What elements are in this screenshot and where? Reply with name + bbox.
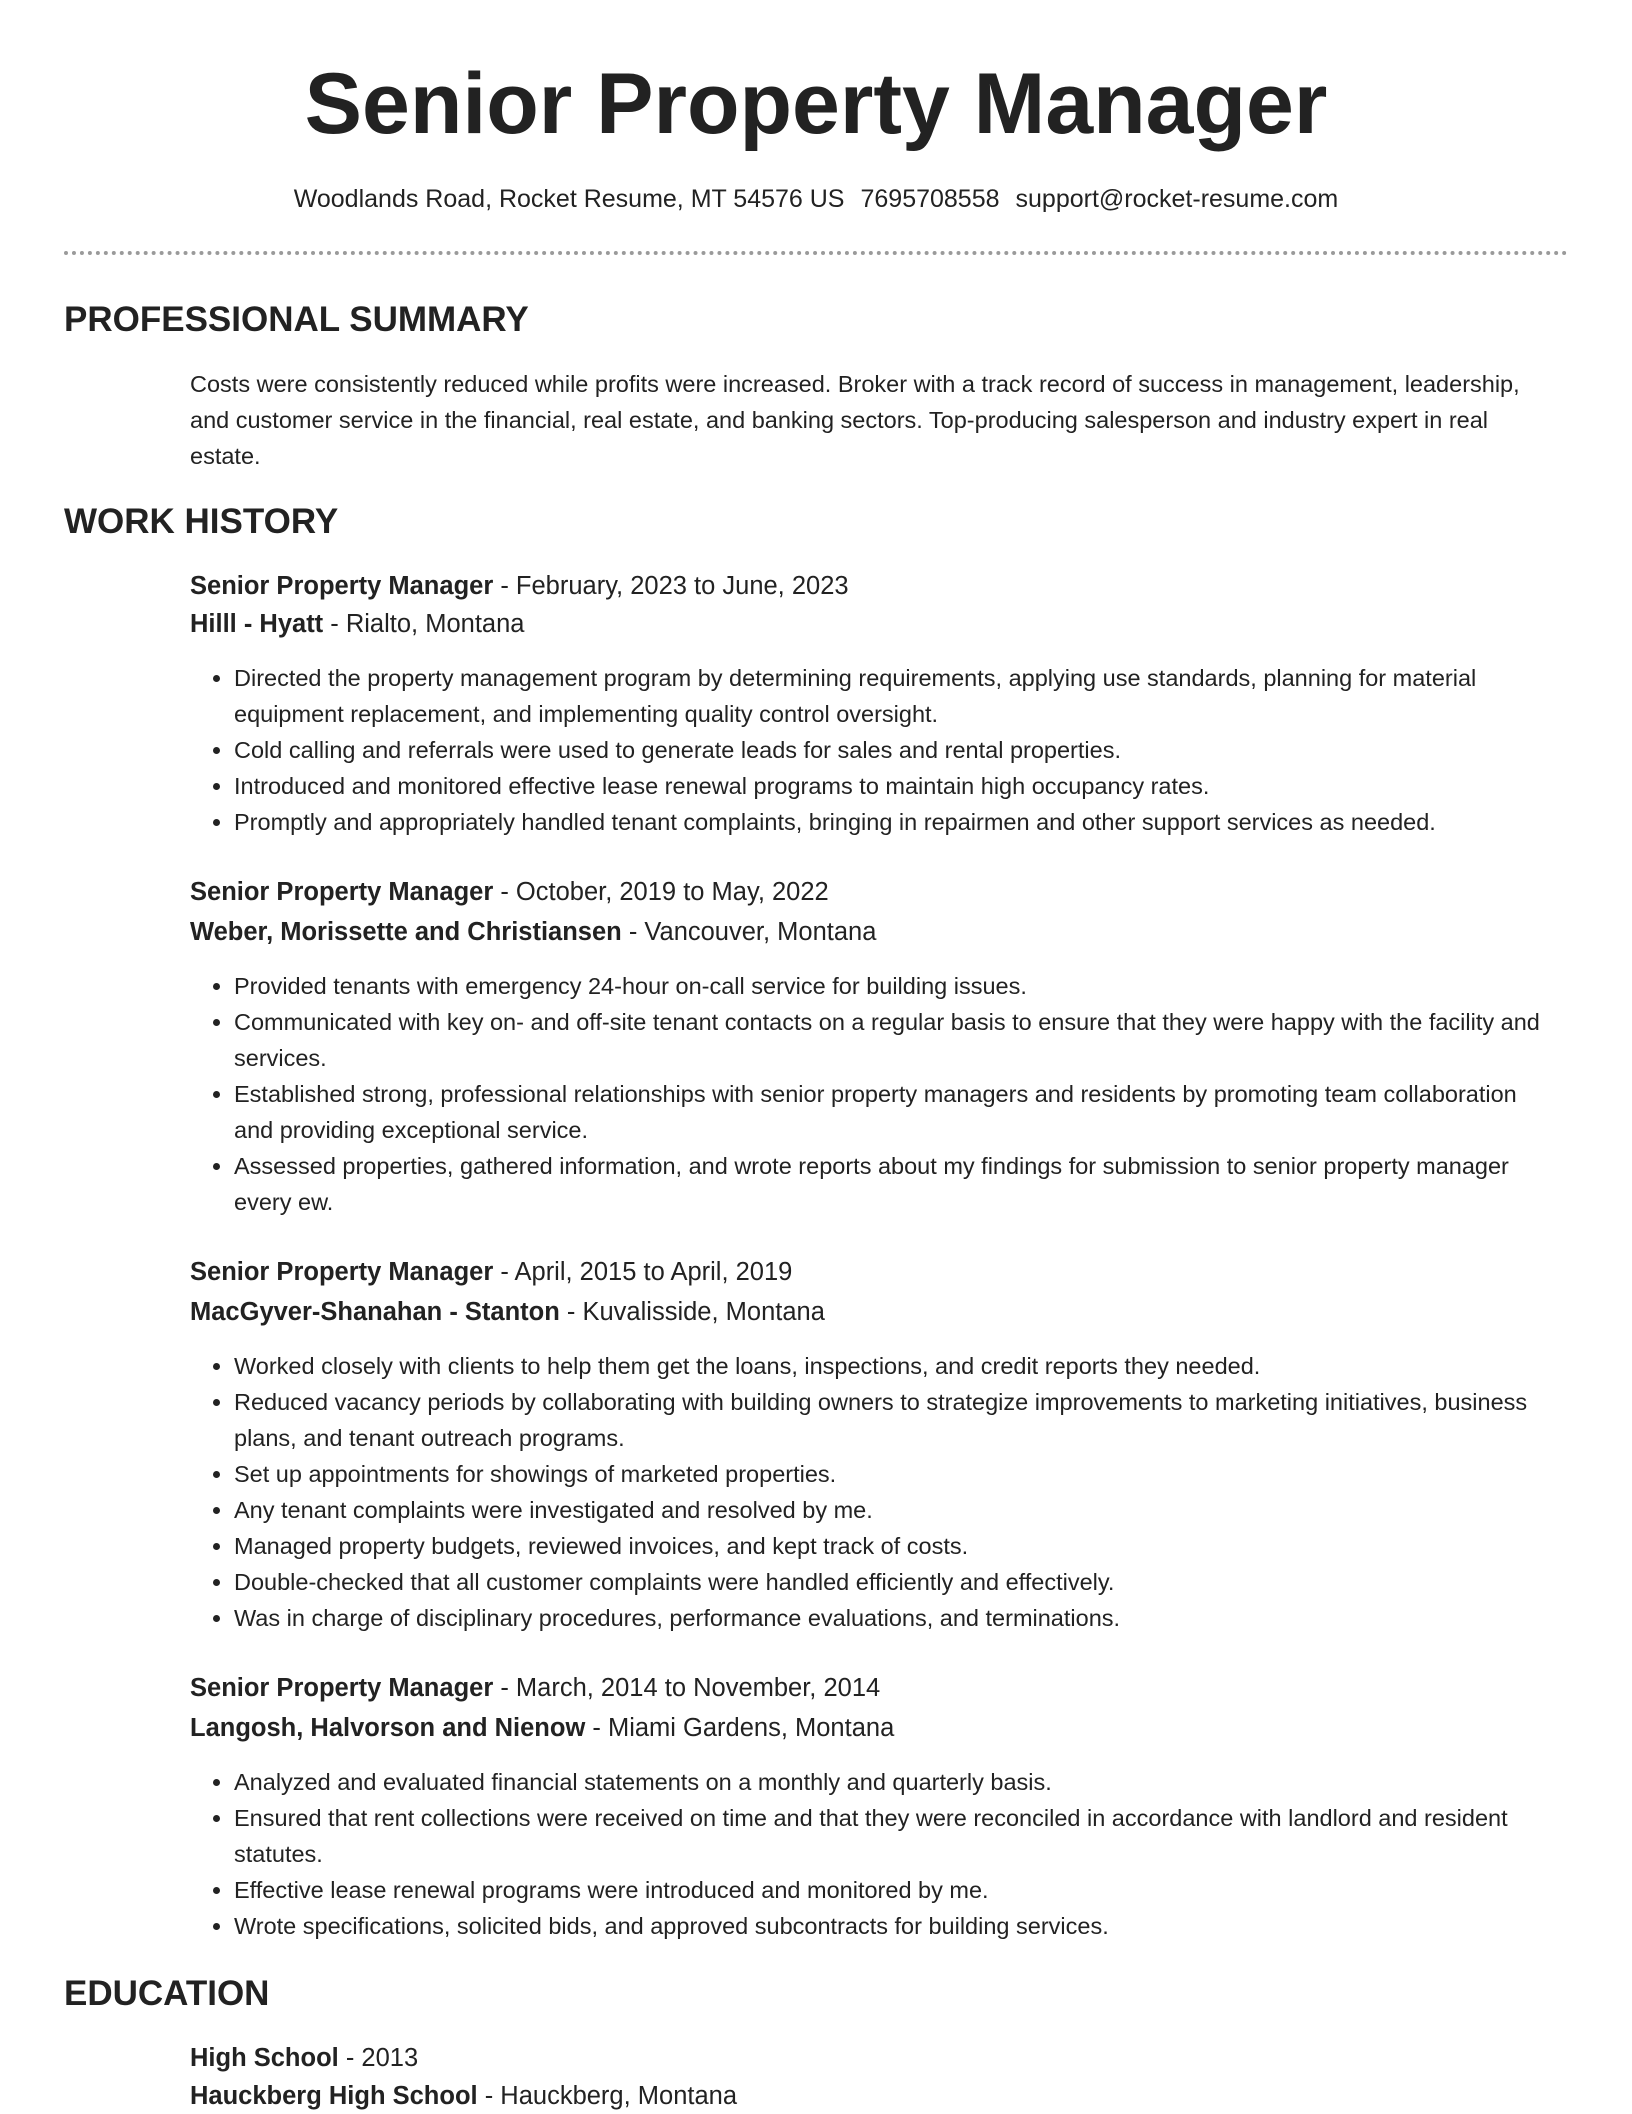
contact-address: Woodlands Road, Rocket Resume, MT 54576 US bbox=[293, 185, 845, 213]
bullet-item: • Worked closely with clients to help them get the loans, inspections, and credit reports they needed. bbox=[234, 1348, 1560, 1384]
contact-phone: 7695708558 bbox=[860, 185, 1000, 213]
job-dates: - October, 2019 to May, 2022 bbox=[493, 878, 829, 906]
bullet-item: • Double-checked that all customer complaints were handled efficiently and effectively. bbox=[234, 1564, 1560, 1600]
summary-text: Costs were consistently reduced while profits were increased. Broker with a track record of success in management, leadership, and customer service in the financial, real estate, and banking sectors. Top-producing salesperson and industry expert in real estate. bbox=[190, 371, 1520, 469]
work-history-heading: WORK HISTORY bbox=[64, 502, 339, 541]
bullet-item: • Effective lease renewal programs were introduced and monitored by me. bbox=[234, 1872, 1560, 1908]
job-bullets bbox=[190, 968, 1560, 1220]
job-dates: - April, 2015 to April, 2019 bbox=[493, 1258, 793, 1286]
job-bullets bbox=[190, 1348, 1560, 1636]
job-bullets bbox=[190, 1764, 1560, 1944]
education-year: - 2013 bbox=[338, 2044, 419, 2072]
bullet-item: • Introduced and monitored effective lease renewal programs to maintain high occupancy rates. bbox=[234, 768, 1560, 804]
bullet-item: • Set up appointments for showings of marketed properties. bbox=[234, 1456, 1560, 1492]
job-location: - Miami Gardens, Montana bbox=[585, 1714, 895, 1742]
bullet-item: • Wrote specifications, solicited bids, and approved subcontracts for building services. bbox=[234, 1908, 1560, 1944]
job-company: Weber, Morissette and Christiansen bbox=[190, 918, 622, 946]
bullet-item: • Communicated with key on- and off-site tenant contacts on a regular basis to ensure that they were happy with the facility and services. bbox=[234, 1004, 1560, 1076]
job-location: - Kuvalisside, Montana bbox=[559, 1298, 825, 1326]
job-company-line bbox=[190, 606, 524, 642]
header-divider bbox=[64, 251, 1568, 255]
education-degree: High School bbox=[190, 2044, 339, 2072]
job-location: - Rialto, Montana bbox=[323, 610, 525, 638]
job-title-line bbox=[190, 1670, 880, 1706]
job-title-line bbox=[190, 874, 829, 910]
bullet-item: • Provided tenants with emergency 24-hour on-call service for building issues. bbox=[234, 968, 1560, 1004]
job-company-line bbox=[190, 914, 876, 950]
bullet-item: • Was in charge of disciplinary procedures, performance evaluations, and terminations. bbox=[234, 1600, 1560, 1636]
job-company-line bbox=[190, 1294, 825, 1330]
bullet-item: • Any tenant complaints were investigated and resolved by me. bbox=[234, 1492, 1560, 1528]
resume-name: Senior Property Manager bbox=[304, 56, 1328, 152]
job-dates: - March, 2014 to November, 2014 bbox=[493, 1674, 881, 1702]
job-title-line bbox=[190, 1254, 792, 1290]
job-role: Senior Property Manager bbox=[190, 1674, 494, 1702]
job-dates: - February, 2023 to June, 2023 bbox=[493, 572, 849, 600]
job-role: Senior Property Manager bbox=[190, 878, 494, 906]
job-location: - Vancouver, Montana bbox=[621, 918, 877, 946]
bullet-item: • Established strong, professional relationships with senior property managers and residents by promoting team collaboration and providing exceptional service. bbox=[234, 1076, 1560, 1148]
education-degree-line bbox=[190, 2040, 418, 2076]
job-company: MacGyver-Shanahan - Stanton bbox=[190, 1298, 560, 1326]
bullet-item: • Ensured that rent collections were received on time and that they were reconciled in accordance with landlord and resident statutes. bbox=[234, 1800, 1560, 1872]
contact-line bbox=[0, 182, 1632, 216]
bullet-item: • Cold calling and referrals were used to generate leads for sales and rental properties. bbox=[234, 732, 1560, 768]
bullet-item: • Promptly and appropriately handled tenant complaints, bringing in repairmen and other support services as needed. bbox=[234, 804, 1560, 840]
job-company: Hilll - Hyatt bbox=[190, 610, 324, 638]
education-school: Hauckberg High School bbox=[190, 2082, 478, 2110]
bullet-item: • Assessed properties, gathered information, and wrote reports about my findings for submission to senior property manager every ew. bbox=[234, 1148, 1560, 1220]
education-school-line bbox=[190, 2078, 737, 2114]
contact-email: support@rocket-resume.com bbox=[1015, 185, 1339, 213]
job-company-line bbox=[190, 1710, 894, 1746]
job-role: Senior Property Manager bbox=[190, 572, 494, 600]
bullet-item: • Managed property budgets, reviewed invoices, and kept track of costs. bbox=[234, 1528, 1560, 1564]
summary-heading: PROFESSIONAL SUMMARY bbox=[64, 300, 529, 339]
bullet-item: • Analyzed and evaluated financial statements on a monthly and quarterly basis. bbox=[234, 1764, 1560, 1800]
bullet-item: • Reduced vacancy periods by collaborating with building owners to strategize improvements to marketing initiatives, business plans, and tenant outreach programs. bbox=[234, 1384, 1560, 1456]
job-title-line bbox=[190, 568, 849, 604]
job-bullets bbox=[190, 660, 1560, 840]
job-role: Senior Property Manager bbox=[190, 1258, 494, 1286]
education-heading: EDUCATION bbox=[64, 1974, 270, 2013]
education-location: - Hauckberg, Montana bbox=[477, 2082, 738, 2110]
job-company: Langosh, Halvorson and Nienow bbox=[190, 1714, 586, 1742]
bullet-item: • Directed the property management program by determining requirements, applying use standards, planning for material equipment replacement, and implementing quality control oversight. bbox=[234, 660, 1560, 732]
